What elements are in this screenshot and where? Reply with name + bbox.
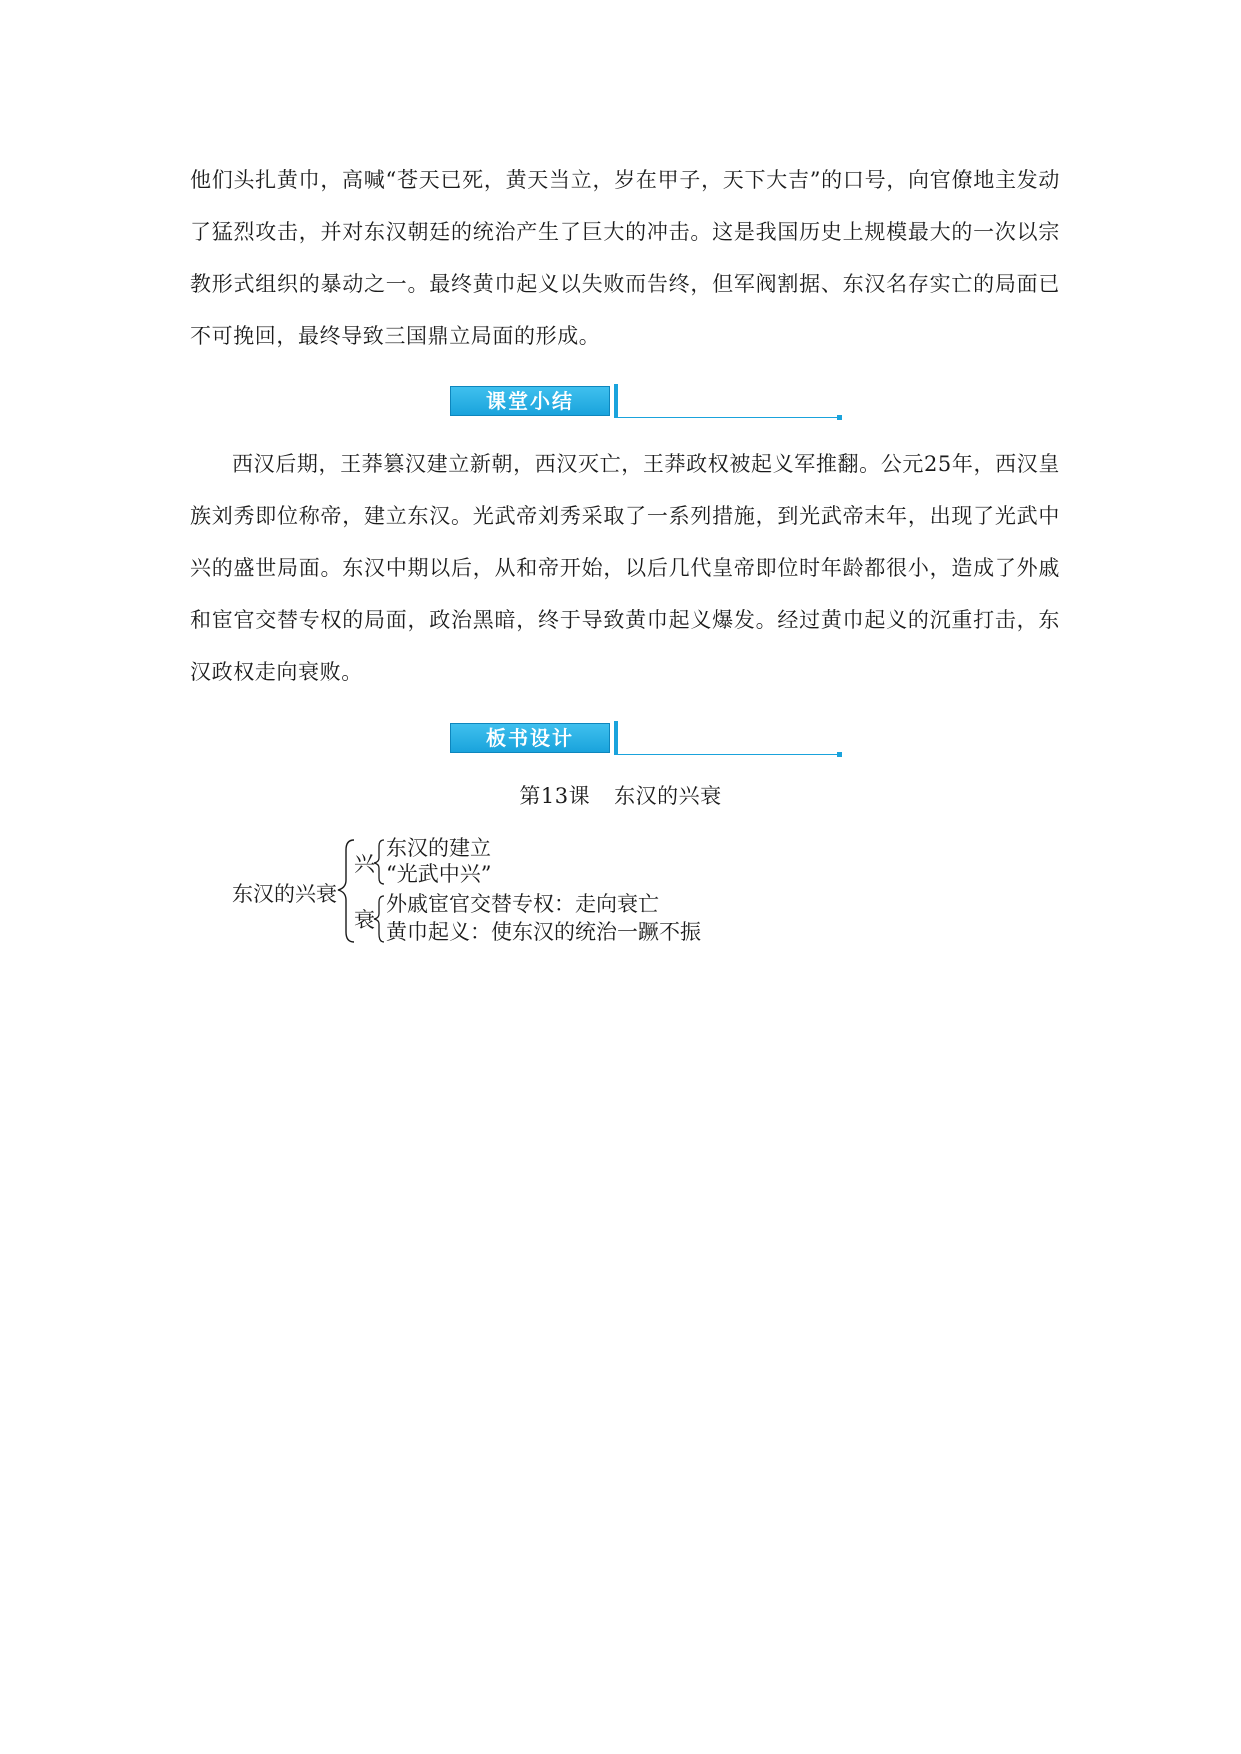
branch-decline-label: 衰 xyxy=(354,908,375,932)
section-header-rule xyxy=(618,754,840,755)
section-header-bar xyxy=(614,384,618,418)
body-paragraph-yellow-turban: 他们头扎黄巾，高喊“苍天已死，黄天当立，岁在甲子，天下大吉”的口号，向官僚地主发动了猛烈攻击，并对东汉朝廷的统治产生了巨大的冲击。这是我国历史上规模最大的一次以宗教形式组织的暴动之一。最终黄巾起义以失败而告终，但军阀割据、东汉名存实亡的局面已不可挽回，最终导致三国鼎立局面的形成。 xyxy=(190,168,1060,348)
body-paragraph-summary: 西汉后期，王莽篡汉建立新朝，西汉灭亡，王莽政权被起义军推翻。公元25年，西汉皇族刘秀即位称帝，建立东汉。光武帝刘秀采取了一系列措施，到光武帝末年，出现了光武中兴的盛世局面。东汉中期以后，从和帝开始，以后几代皇帝即位时年龄都很小，造成了外戚和宦官交替专权的局面，政治黑暗，终于导致黄巾起义爆发。经过黄巾起义的沉重打击，东汉政权走向衰败。 xyxy=(190,452,1060,684)
branch-rise-label: 兴 xyxy=(354,852,375,876)
section-header-board xyxy=(450,721,840,757)
lesson-number: 第13课 xyxy=(519,784,591,808)
section-label-summary: 课堂小结 xyxy=(450,386,610,416)
section-header-rule xyxy=(618,417,840,418)
section-header-rule-end xyxy=(837,752,842,757)
section-header-bar xyxy=(614,721,618,755)
section-header-summary xyxy=(450,384,840,420)
leaf-rise-2: “光武中兴” xyxy=(386,862,492,886)
brace-decline xyxy=(374,896,384,942)
brace-main xyxy=(338,840,354,942)
section-header-rule-end xyxy=(837,415,842,420)
lesson-title: 东汉的兴衰 xyxy=(614,784,722,808)
leaf-rise-1: 东汉的建立 xyxy=(386,836,491,860)
board-title xyxy=(0,780,1241,810)
leaf-decline-1: 外戚宦官交替专权：走向衰亡 xyxy=(386,892,659,916)
board-outline xyxy=(232,838,832,948)
brace-rise xyxy=(374,840,384,884)
outline-root: 东汉的兴衰 xyxy=(232,882,337,906)
section-label-board: 板书设计 xyxy=(450,723,610,753)
leaf-decline-2: 黄巾起义：使东汉的统治一蹶不振 xyxy=(386,920,701,944)
